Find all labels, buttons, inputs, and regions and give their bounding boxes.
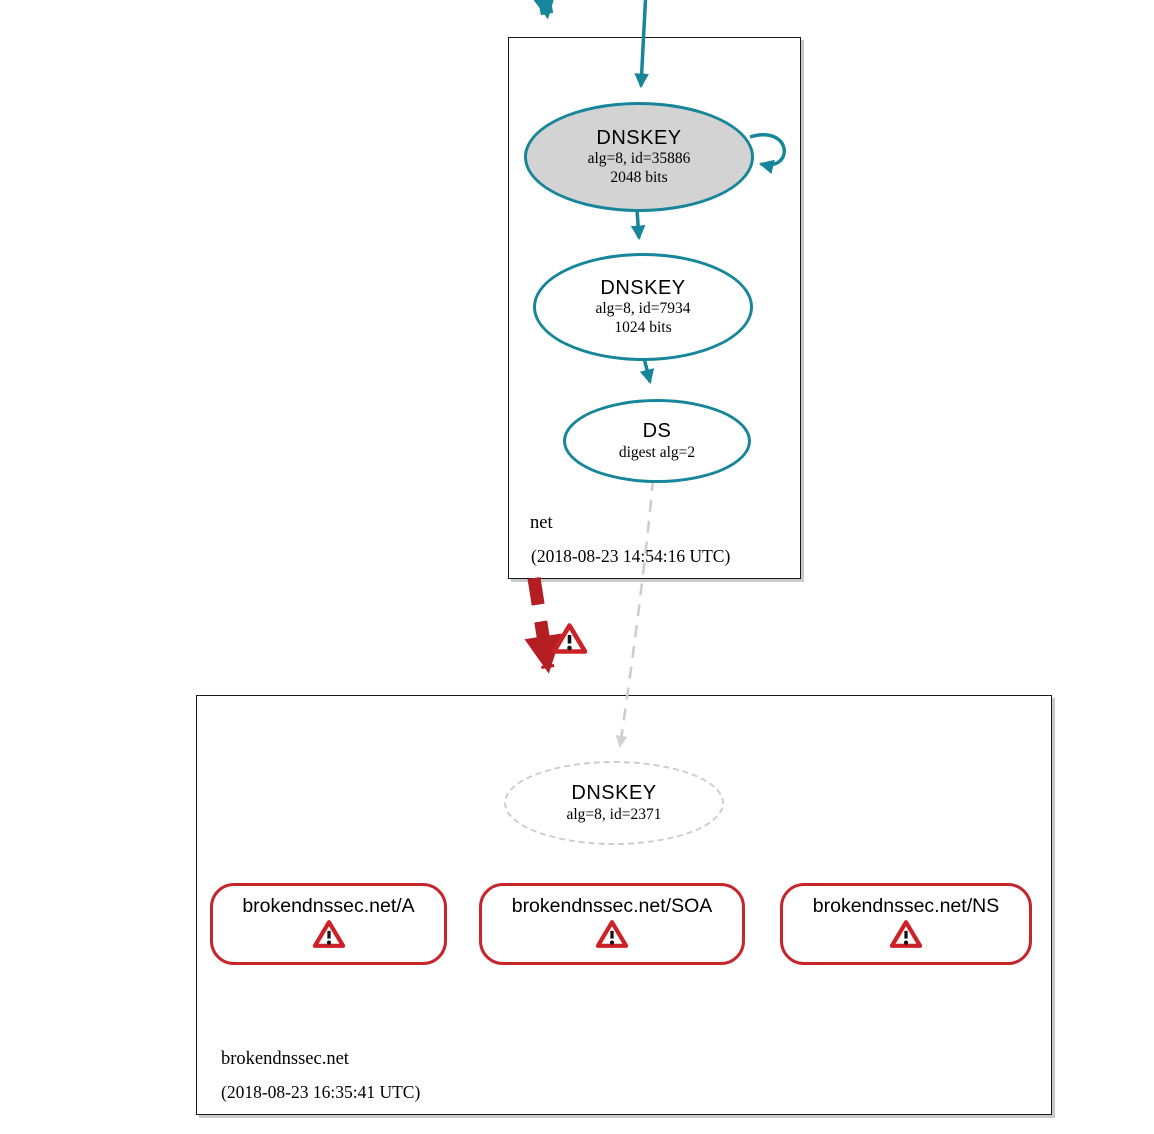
node-rrset-a[interactable] — [210, 883, 447, 965]
node-detail: alg=8, id=7934 — [595, 300, 691, 318]
node-title: DNSKEY — [600, 276, 686, 299]
node-dnskey-ksk[interactable] — [524, 102, 754, 212]
node-title: DS — [642, 420, 672, 443]
node-rrset-soa[interactable] — [479, 883, 745, 965]
node-detail: alg=8, id=35886 — [587, 150, 691, 168]
edge-zsk-to-ds — [644, 358, 650, 382]
zone-timestamp-net: (2018-08-23 14:54:16 UTC) — [531, 546, 731, 566]
warning-icon — [889, 919, 923, 954]
node-title: DNSKEY — [596, 126, 682, 149]
edge-ds-to-dnskey-insecure — [620, 479, 653, 746]
rrset-label: brokendnssec.net/A — [242, 895, 415, 917]
node-title: DNSKEY — [571, 782, 657, 805]
warning-icon — [551, 622, 588, 660]
node-ds[interactable] — [563, 399, 751, 483]
rrset-label: brokendnssec.net/NS — [812, 895, 1000, 917]
warning-icon — [312, 919, 346, 954]
edge-incoming-dnskey-arrow — [641, 0, 646, 86]
zone-label-net: net — [530, 513, 553, 533]
node-detail: 2048 bits — [610, 169, 668, 187]
rrset-label: brokendnssec.net/SOA — [511, 895, 713, 917]
node-rrset-ns[interactable] — [780, 883, 1032, 965]
node-detail: alg=8, id=2371 — [566, 805, 662, 823]
edge-incoming-ds-arrow — [542, 0, 547, 14]
node-dnskey-2371[interactable] — [504, 761, 724, 845]
edge-ksk-to-zsk — [637, 210, 639, 238]
edge-delegation-bogus-arrow — [534, 578, 548, 668]
node-detail: 1024 bits — [614, 319, 672, 337]
edge-ksk-self-loop — [750, 135, 784, 165]
warning-icon — [595, 919, 629, 954]
node-detail: digest alg=2 — [618, 443, 696, 461]
zone-label-brokendnssec: brokendnssec.net — [221, 1049, 349, 1069]
zone-timestamp-brokendnssec: (2018-08-23 16:35:41 UTC) — [221, 1082, 421, 1102]
node-dnskey-zsk[interactable] — [533, 253, 753, 361]
